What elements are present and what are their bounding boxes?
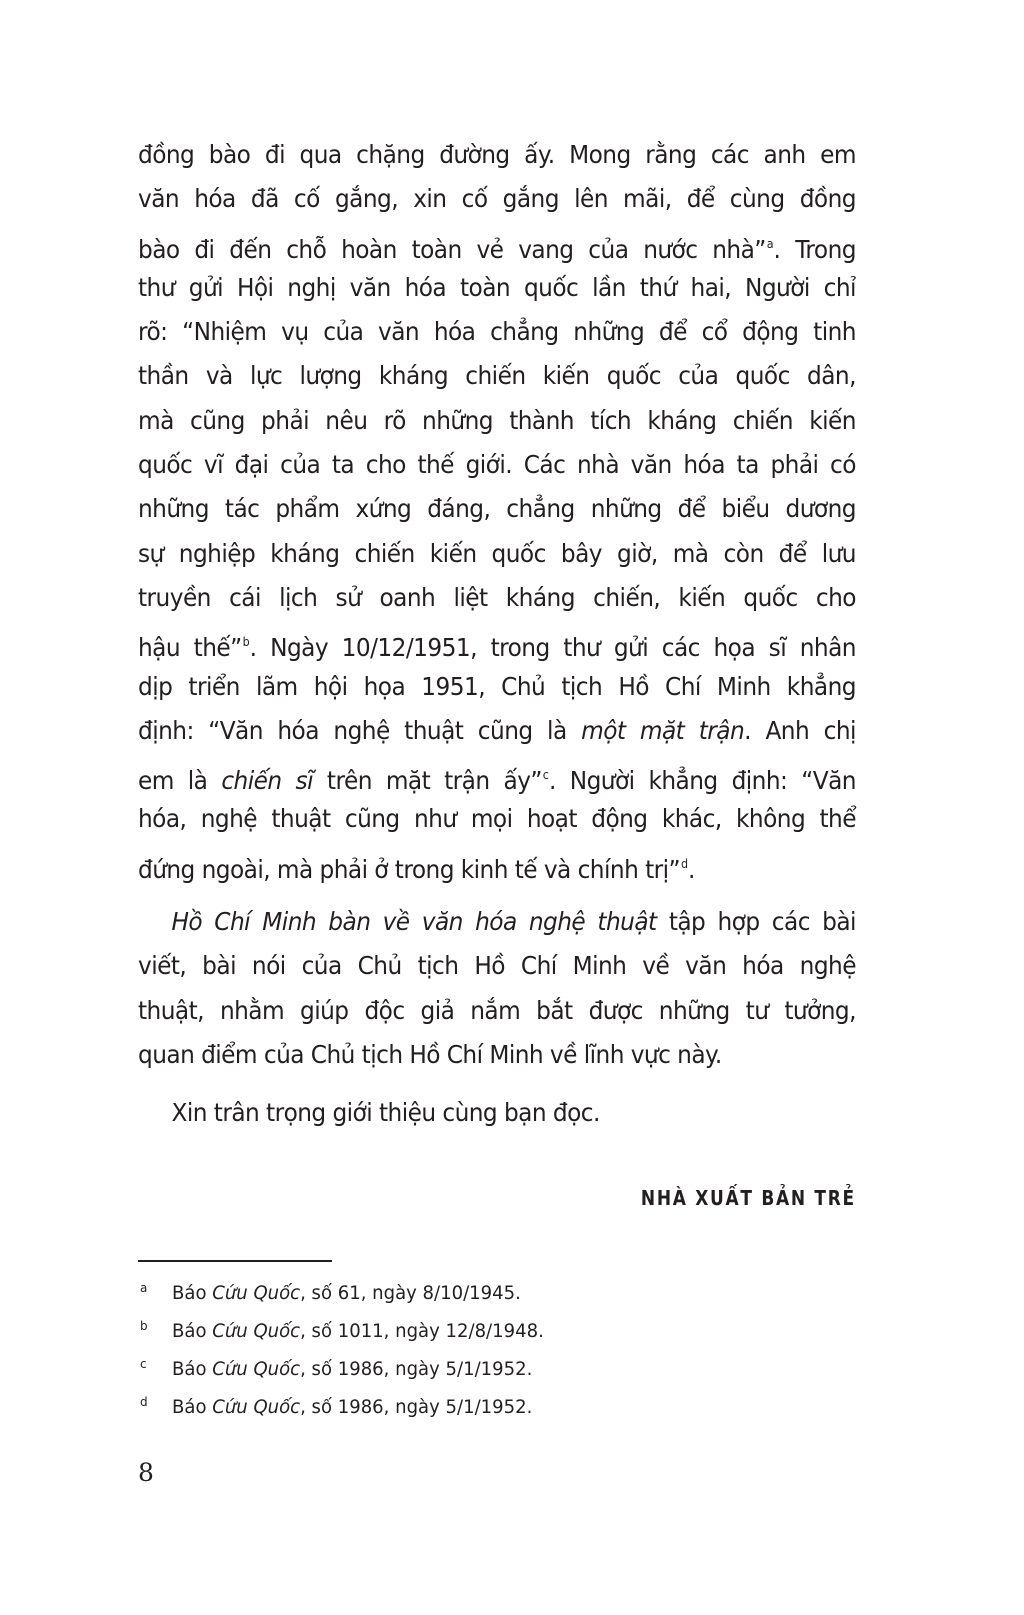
text-line	[138, 399, 856, 443]
text-run: đứng ngoài, mà phải ở trong kinh tế và chính trị”	[138, 854, 681, 884]
text-run: thư gửi Hội nghị văn hóa toàn quốc lần thứ hai, Người chỉ	[138, 272, 856, 302]
footnote-reference[interactable]: a	[766, 236, 774, 251]
footnote-a	[138, 1275, 738, 1313]
text-run: em là	[138, 766, 222, 796]
text-run: . Trong	[773, 234, 856, 264]
footnote-c	[138, 1351, 738, 1389]
text-run: quốc vĩ đại của ta cho thế giới. Các nhà văn hóa ta phải có	[138, 450, 856, 480]
footnote-text	[172, 1313, 544, 1349]
footnote-mark: c	[140, 1357, 147, 1371]
text-run: . Người khẳng định: “Văn	[548, 766, 856, 796]
text-line	[138, 266, 856, 310]
text-line	[138, 1091, 856, 1135]
text-line	[138, 443, 856, 487]
text-line	[138, 576, 856, 620]
text-run: hậu thế”	[138, 633, 242, 663]
text-run: truyền cái lịch sử oanh liệt kháng chiến, kiến quốc cho	[138, 582, 856, 612]
text-line	[138, 133, 856, 177]
text-line	[138, 222, 856, 266]
footnote-reference[interactable]: d	[680, 856, 689, 871]
text-line	[138, 944, 856, 988]
footnote-prefix: Báo	[172, 1282, 213, 1304]
italic-text: một mặt trận	[581, 715, 745, 745]
text-run: mà cũng phải nêu rõ những thành tích kháng chiến kiến	[138, 405, 856, 435]
newspaper-title: Cứu Quốc	[212, 1282, 301, 1304]
text-line	[138, 797, 856, 841]
text-run: . Ngày 10/12/1951, trong thư gửi các họa sĩ nhân	[249, 633, 856, 663]
publisher-signature: NHÀ XUẤT BẢN TRẺ	[641, 1186, 856, 1210]
footnote-text	[172, 1389, 532, 1425]
footnote-text	[172, 1275, 521, 1311]
footnote-suffix: , số 1011, ngày 12/8/1948.	[300, 1320, 544, 1342]
text-run: . Anh chị	[744, 715, 856, 745]
text-run: định: “Văn hóa nghệ thuật cũng là	[138, 715, 582, 745]
text-line	[138, 177, 856, 221]
text-run: đồng bào đi qua chặng đường ấy. Mong rằng các anh em	[138, 140, 856, 169]
paragraph-p2	[138, 900, 856, 1077]
page-number: 8	[138, 1458, 154, 1487]
footnote-b	[138, 1313, 738, 1351]
text-line	[138, 1033, 856, 1077]
text-run: .	[688, 854, 695, 884]
text-run: rõ: “Nhiệm vụ của văn hóa chẳng những để cổ động tinh	[138, 317, 856, 347]
footnote-reference[interactable]: b	[242, 635, 250, 650]
footnote-divider	[138, 1260, 332, 1262]
italic-text: Hồ Chí Minh bàn về văn hóa nghệ thuật	[171, 907, 657, 937]
italic-text: chiến sĩ	[221, 766, 313, 796]
paragraph-gap	[138, 1077, 856, 1091]
paragraph-p1	[138, 133, 856, 886]
footnote-d	[138, 1389, 738, 1427]
body-text	[138, 133, 856, 1136]
text-line	[138, 709, 856, 753]
footnote-mark: a	[140, 1281, 148, 1295]
text-run: những tác phẩm xứng đáng, chẳng những để biểu dương	[138, 494, 856, 524]
text-line	[138, 620, 856, 664]
text-run: bào đi đến chỗ hoàn toàn vẻ vang của nước nhà”	[138, 234, 766, 264]
text-run: thần và lực lượng kháng chiến kiến quốc của quốc dân,	[138, 361, 856, 391]
footnotes	[138, 1275, 738, 1427]
text-line	[138, 354, 856, 398]
footnote-prefix: Báo	[172, 1358, 213, 1380]
footnote-suffix: , số 61, ngày 8/10/1945.	[300, 1282, 521, 1304]
paragraph-p3	[138, 1091, 856, 1135]
footnote-mark: d	[140, 1395, 148, 1409]
text-run: viết, bài nói của Chủ tịch Hồ Chí Minh về văn hóa nghệ	[138, 951, 856, 981]
text-line	[138, 900, 856, 944]
text-run: thuật, nhằm giúp độc giả nắm bắt được những tư tưởng,	[138, 995, 856, 1025]
text-run: tập hợp các bài	[656, 907, 856, 937]
footnote-prefix: Báo	[172, 1396, 213, 1418]
newspaper-title: Cứu Quốc	[212, 1358, 301, 1380]
text-line	[138, 842, 856, 886]
footnote-suffix: , số 1986, ngày 5/1/1952.	[300, 1396, 533, 1418]
newspaper-title: Cứu Quốc	[212, 1396, 301, 1418]
newspaper-title: Cứu Quốc	[212, 1320, 301, 1342]
text-line	[138, 665, 856, 709]
text-line	[138, 487, 856, 531]
footnote-mark: b	[140, 1319, 148, 1333]
footnote-text	[172, 1351, 532, 1387]
text-run: sự nghiệp kháng chiến kiến quốc bây giờ, mà còn để lưu	[138, 538, 856, 568]
text-run: trên mặt trận ấy”	[312, 766, 542, 796]
text-run: hóa, nghệ thuật cũng như mọi hoạt động khác, không thể	[138, 804, 856, 834]
text-line	[138, 753, 856, 797]
footnote-reference[interactable]: c	[542, 768, 549, 783]
text-line	[138, 532, 856, 576]
footnote-suffix: , số 1986, ngày 5/1/1952.	[300, 1358, 533, 1380]
text-line	[138, 310, 856, 354]
text-run: Xin trân trọng giới thiệu cùng bạn đọc.	[171, 1098, 600, 1128]
text-line	[138, 989, 856, 1033]
text-run: văn hóa đã cố gắng, xin cố gắng lên mãi, để cùng đồng	[138, 184, 856, 214]
text-run: quan điểm của Chủ tịch Hồ Chí Minh về lĩnh vực này.	[138, 1039, 722, 1069]
footnote-prefix: Báo	[172, 1320, 213, 1342]
text-run: dịp triển lãm hội họa 1951, Chủ tịch Hồ Chí Minh khẳng	[138, 671, 856, 701]
paragraph-gap	[138, 886, 856, 900]
